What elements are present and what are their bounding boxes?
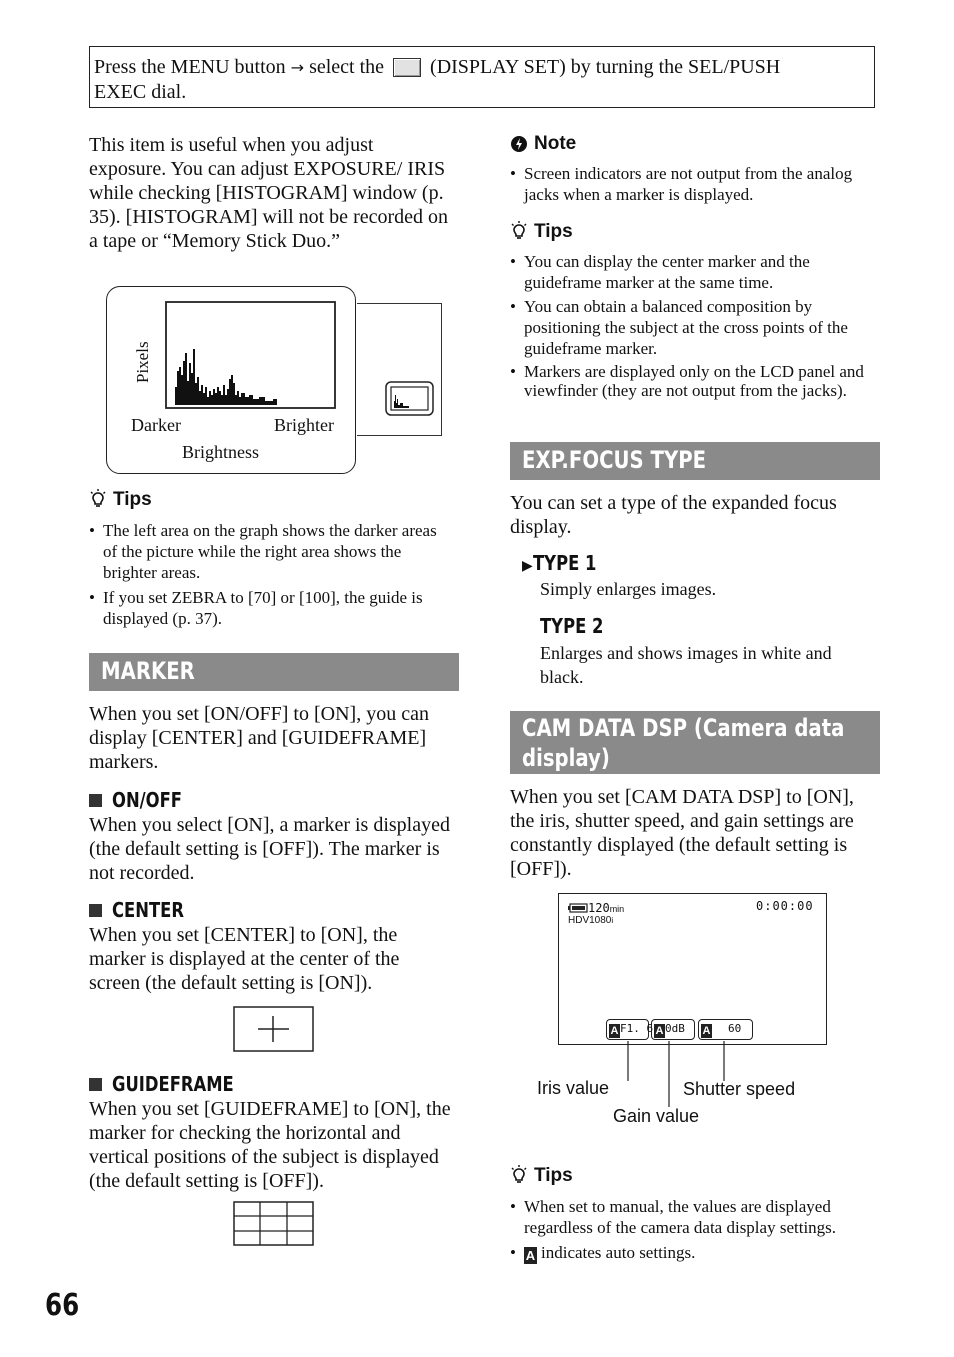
cam-data-heading-line1: CAM DATA DSP (Camera data bbox=[522, 714, 845, 742]
exp-focus-heading: EXP.FOCUS TYPE bbox=[522, 446, 707, 474]
histogram-brightness-label: Brightness bbox=[182, 442, 260, 462]
camera-screen-figure bbox=[558, 893, 827, 1045]
battery-icon bbox=[568, 903, 588, 913]
list-item bbox=[510, 1242, 880, 1264]
exp-focus-intro: You can set a type of the expanded focus display. bbox=[510, 492, 837, 538]
tips-right-bottom-list bbox=[510, 1196, 880, 1264]
histogram-brighter-label: Brighter bbox=[274, 415, 334, 435]
list-item: • When set to manual, the values are displayed regardless of the camera data display settings. bbox=[510, 1196, 880, 1238]
tips-right-top-heading bbox=[510, 221, 573, 243]
tips-label: Tips bbox=[534, 221, 573, 242]
shutter-value: 60 bbox=[728, 1022, 742, 1035]
intro-paragraph: This item is useful when you adjust exposure. You can adjust EXPOSURE/ IRIS while checking [HISTOGRAM] window (p. 35). [HISTOGRAM] will not be recorded on a tape or “Memory Stick Duo.” bbox=[89, 134, 449, 252]
lightbulb-icon bbox=[510, 221, 528, 241]
histogram-figure bbox=[106, 286, 356, 474]
note-list bbox=[510, 163, 880, 205]
mini-histogram-icon bbox=[385, 381, 435, 417]
list-item: • Screen indicators are not output from the analog jacks when a marker is displayed. bbox=[510, 163, 880, 205]
cam-data-intro: When you set [CAM DATA DSP] to [ON], the iris, shutter speed, and gain settings are constantly displayed (the default setting is [OFF]). bbox=[510, 786, 854, 880]
marker-intro: When you set [ON/OFF] to [ON], you can display [CENTER] and [GUIDEFRAME] markers. bbox=[89, 703, 429, 773]
on-off-text: When you select [ON], a marker is displayed (the default setting is [OFF]). The marker is not recorded. bbox=[89, 814, 450, 884]
list-item: • Markers are displayed only on the LCD panel and viewfinder (they are not output from the jacks). bbox=[510, 362, 880, 400]
square-bullet-icon bbox=[89, 794, 102, 807]
list-item: • You can display the center marker and the guideframe marker at the same time. bbox=[510, 251, 880, 293]
default-marker-icon: ▶ bbox=[522, 558, 533, 574]
marker-heading: MARKER bbox=[101, 657, 195, 685]
page-number-container bbox=[45, 1288, 87, 1323]
auto-badge-icon: A bbox=[610, 1025, 619, 1037]
guideframe-subheading bbox=[89, 1072, 260, 1097]
format-suffix: i bbox=[611, 916, 614, 925]
center-label: CENTER bbox=[112, 898, 184, 922]
battery-time: 120 bbox=[588, 901, 610, 915]
center-subheading bbox=[89, 898, 200, 923]
tips-left-list bbox=[89, 520, 454, 629]
tips-label: Tips bbox=[113, 489, 152, 510]
menu-instruction-part2: select the bbox=[309, 56, 385, 78]
auto-badge-icon: A bbox=[655, 1025, 664, 1037]
cam-data-heading-line2: display) bbox=[522, 744, 610, 772]
histogram-darker-label: Darker bbox=[131, 415, 181, 435]
tips-label: Tips bbox=[534, 1165, 573, 1186]
guideframe-label: GUIDEFRAME bbox=[112, 1072, 234, 1096]
cam-data-section-bar bbox=[510, 711, 880, 774]
histogram-y-label: Pixels bbox=[133, 341, 152, 383]
menu-instruction-part1: Press the MENU button bbox=[94, 56, 286, 78]
note-icon bbox=[510, 135, 528, 153]
guideframe-marker-figure bbox=[233, 1201, 315, 1247]
page-number: 66 bbox=[45, 1288, 80, 1323]
list-item: • The left area on the graph shows the darker areas of the picture while the right area shows the brighter areas. bbox=[89, 520, 454, 583]
format-label: HDV1080 bbox=[568, 915, 612, 926]
lightbulb-icon bbox=[89, 489, 107, 509]
gain-readout bbox=[651, 1019, 695, 1040]
auto-badge-icon: A bbox=[702, 1025, 711, 1037]
menu-instruction-part3: (DISPLAY SET) by turning the SEL/PUSH bbox=[430, 56, 781, 78]
battery-unit: min bbox=[609, 904, 625, 914]
type1-label: TYPE 1 bbox=[532, 551, 597, 575]
menu-instruction-box bbox=[89, 46, 875, 108]
list-item: • You can obtain a balanced composition by positioning the subject at the cross points of the guideframe marker. bbox=[510, 296, 880, 359]
gain-value-label: Gain value bbox=[613, 1106, 700, 1126]
type2-text: Enlarges and shows images in white and black. bbox=[540, 643, 832, 687]
guideframe-text: When you set [GUIDEFRAME] to [ON], the marker for checking the horizontal and vertical positions of the subject is displayed (the default setting is [OFF]). bbox=[89, 1098, 451, 1192]
arrow-right-icon: → bbox=[290, 58, 305, 77]
auto-badge-icon: A bbox=[525, 1248, 536, 1263]
type2-label: TYPE 2 bbox=[540, 614, 604, 638]
tips-right-bottom-heading bbox=[510, 1165, 573, 1187]
square-bullet-icon bbox=[89, 1078, 102, 1091]
center-text: When you set [CENTER] to [ON], the marker is displayed at the center of the screen (the default setting is [ON]). bbox=[89, 924, 400, 994]
type1-subheading bbox=[522, 551, 610, 576]
on-off-label: ON/OFF bbox=[112, 788, 183, 812]
tips-right-top-list bbox=[510, 251, 880, 400]
shutter-readout bbox=[698, 1019, 753, 1040]
iris-value: F1. 6 bbox=[620, 1022, 654, 1035]
exp-focus-section-bar bbox=[510, 442, 880, 480]
auto-settings-text: indicates auto settings. bbox=[541, 1243, 696, 1262]
note-label: Note bbox=[534, 133, 577, 154]
timecode: 0:00:00 bbox=[756, 899, 814, 913]
iris-readout bbox=[606, 1019, 654, 1040]
lightbulb-icon bbox=[510, 1165, 528, 1185]
marker-section-bar bbox=[89, 653, 459, 691]
tips-left-heading bbox=[89, 489, 152, 511]
list-item: • If you set ZEBRA to [70] or [100], the guide is displayed (p. 37). bbox=[89, 587, 454, 629]
menu-instruction-part4: EXEC dial. bbox=[94, 81, 187, 103]
type1-text: Simply enlarges images. bbox=[540, 579, 717, 599]
display-set-icon bbox=[393, 58, 421, 77]
type2-subheading bbox=[540, 614, 617, 639]
square-bullet-icon bbox=[89, 904, 102, 917]
shutter-speed-label: Shutter speed bbox=[683, 1079, 796, 1099]
gain-value: 0dB bbox=[665, 1022, 685, 1035]
format-readout bbox=[568, 915, 613, 926]
note-heading bbox=[510, 133, 576, 155]
histogram-graph bbox=[165, 301, 337, 411]
center-marker-figure bbox=[233, 1006, 315, 1053]
on-off-subheading bbox=[89, 788, 197, 813]
iris-value-label: Iris value bbox=[537, 1078, 610, 1098]
